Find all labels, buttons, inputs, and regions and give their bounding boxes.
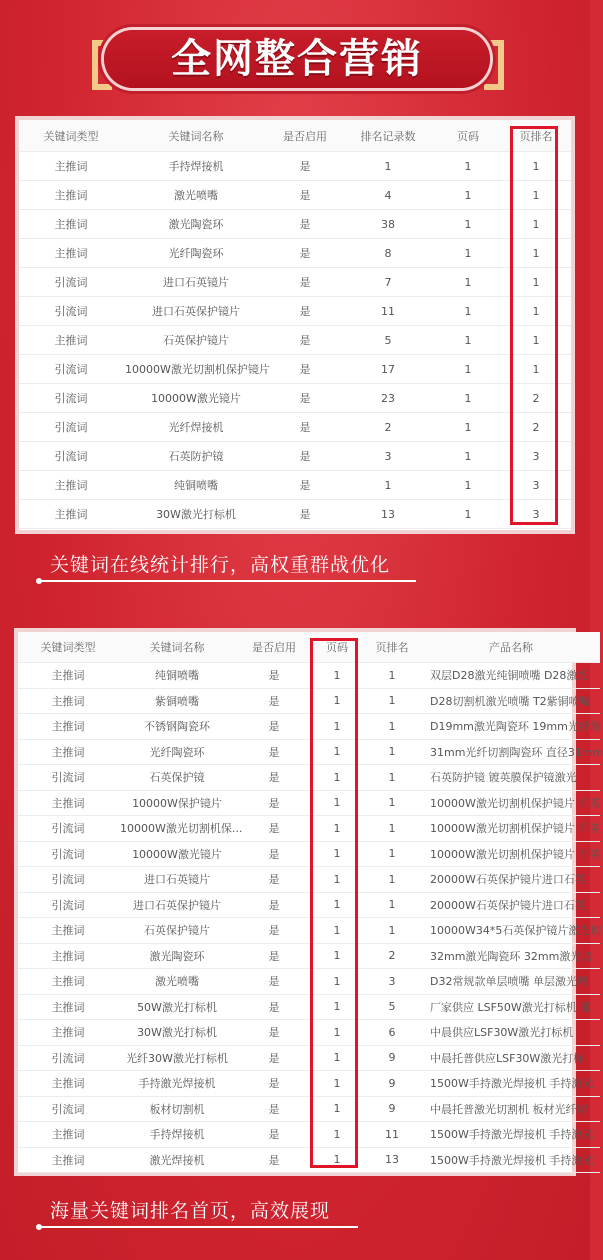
table-cell: 引流词: [18, 816, 118, 842]
table-cell: 5: [341, 326, 435, 355]
table-cell: 1: [312, 1045, 362, 1071]
table-cell: 引流词: [18, 1045, 118, 1071]
table-cell: 引流词: [19, 442, 123, 471]
table-cell: 主推词: [18, 994, 118, 1020]
table-cell: 1: [435, 471, 501, 500]
table-cell: 主推词: [19, 210, 123, 239]
table-cell: 13: [362, 1147, 422, 1173]
table-cell: 2: [501, 384, 571, 413]
table-cell: 1: [312, 841, 362, 867]
table-cell: 纯铜喷嘴: [123, 471, 269, 500]
table-row: [18, 714, 600, 740]
table-cell: 引流词: [19, 268, 123, 297]
table-cell: 纯铜喷嘴: [118, 663, 236, 689]
column-header: 页排名: [501, 120, 571, 152]
column-header: 排名记录数: [341, 120, 435, 152]
table-cell: 1: [312, 663, 362, 689]
table-row: [18, 892, 600, 918]
table-row: [19, 152, 571, 181]
table-cell: 是: [236, 1147, 312, 1173]
table-cell: 1500W手持激光焊接机 手持激光: [422, 1122, 600, 1148]
table-cell: 是: [236, 892, 312, 918]
table-row: [19, 442, 571, 471]
table-row: [18, 918, 600, 944]
table-row: [19, 181, 571, 210]
table-cell: 1: [501, 239, 571, 268]
table-cell: 不锈钢陶瓷环: [118, 714, 236, 740]
table-cell: 1: [362, 765, 422, 791]
table-cell: 是: [269, 471, 341, 500]
table-cell: 是: [269, 384, 341, 413]
slogan-2-underline: [40, 1226, 358, 1228]
table-cell: 光纤30W激光打标机: [118, 1045, 236, 1071]
table-cell: 3: [501, 500, 571, 529]
table-cell: 1: [435, 442, 501, 471]
table-cell: 主推词: [18, 663, 118, 689]
table-row: [18, 816, 600, 842]
table-cell: D28切割机激光喷嘴 T2紫铜喷嘴: [422, 688, 600, 714]
table-cell: 23: [341, 384, 435, 413]
table-cell: 激光喷嘴: [118, 969, 236, 995]
table-cell: 是: [236, 994, 312, 1020]
table-cell: 进口石英镜片: [118, 867, 236, 893]
column-header: 产品名称: [422, 632, 600, 663]
table-row: [18, 790, 600, 816]
table-cell: 32mm激光陶瓷环 32mm激光切: [422, 943, 600, 969]
column-header: 页码: [312, 632, 362, 663]
table-cell: 1: [435, 355, 501, 384]
banner-title: 全网整合营销: [171, 36, 423, 82]
table-cell: 是: [269, 210, 341, 239]
table-cell: 1: [312, 1147, 362, 1173]
table-row: [19, 413, 571, 442]
table-cell: 光纤焊接机: [123, 413, 269, 442]
table-cell: 是: [236, 969, 312, 995]
table-cell: 30W激光打标机: [118, 1020, 236, 1046]
table-cell: 是: [236, 688, 312, 714]
table-row: [19, 210, 571, 239]
table-cell: 13: [341, 500, 435, 529]
table-cell: 主推词: [18, 714, 118, 740]
keyword-product-table: [18, 632, 603, 1173]
table-cell: 3: [362, 969, 422, 995]
table-row: [18, 969, 600, 995]
table-cell: 主推词: [19, 181, 123, 210]
table-cell: 进口石英镜片: [123, 268, 269, 297]
table-cell: 是: [269, 297, 341, 326]
table-cell: 光纤陶瓷环: [118, 739, 236, 765]
table-cell: 主推词: [19, 326, 123, 355]
table-cell: 厂家供应 LSF50W激光打标机 激: [422, 994, 600, 1020]
column-header: 页码: [435, 120, 501, 152]
table-cell: 1: [312, 714, 362, 740]
table-cell: 是: [269, 239, 341, 268]
table-row: [18, 663, 600, 689]
table-cell: 中晨托普激光切割机 板材光纤切: [422, 1096, 600, 1122]
table-cell: 1: [312, 1122, 362, 1148]
table-cell: 10000W34*5石英保护镜片激光切: [422, 918, 600, 944]
table-row: [19, 297, 571, 326]
table-row: [18, 688, 600, 714]
table-row: [18, 1071, 600, 1097]
table-cell: 是: [269, 152, 341, 181]
table-cell: 是: [236, 739, 312, 765]
table-cell: 激光喷嘴: [123, 181, 269, 210]
table-cell: 是: [236, 943, 312, 969]
slogan-2: 海量关键词排名首页，高效展现: [50, 1200, 331, 1222]
table-cell: 1: [312, 867, 362, 893]
table-cell: 1: [312, 1071, 362, 1097]
table-row: [18, 841, 600, 867]
table-cell: 主推词: [18, 1071, 118, 1097]
table-cell: 1: [435, 181, 501, 210]
table-cell: 1: [362, 867, 422, 893]
table-cell: 引流词: [19, 413, 123, 442]
header-banner: [0, 0, 590, 115]
table-cell: 11: [341, 297, 435, 326]
keyword-ranking-table-card: [19, 120, 571, 530]
table-cell: 手持焊接机: [123, 152, 269, 181]
table-cell: 1: [501, 210, 571, 239]
table-cell: 主推词: [18, 739, 118, 765]
table-header-row: [19, 120, 571, 152]
table-cell: 是: [236, 816, 312, 842]
table-cell: 1: [341, 152, 435, 181]
table-cell: 主推词: [18, 790, 118, 816]
column-header: 页排名: [362, 632, 422, 663]
table-row: [18, 943, 600, 969]
table-cell: 10000W激光切割机保...: [118, 816, 236, 842]
table-cell: 7: [341, 268, 435, 297]
table-cell: 1500W手持激光焊接机 手持激光: [422, 1071, 600, 1097]
table-row: [19, 326, 571, 355]
table-cell: 是: [269, 442, 341, 471]
table-cell: 是: [236, 790, 312, 816]
table-cell: 1: [362, 790, 422, 816]
table-cell: 是: [236, 1071, 312, 1097]
table-cell: 是: [236, 663, 312, 689]
table-row: [18, 739, 600, 765]
table-cell: 主推词: [18, 918, 118, 944]
table-cell: 1: [435, 210, 501, 239]
table-cell: 1: [312, 816, 362, 842]
table-cell: 1: [362, 816, 422, 842]
table-header-row: [18, 632, 600, 663]
table-cell: 引流词: [18, 867, 118, 893]
table-cell: 是: [236, 1122, 312, 1148]
table-cell: 1: [312, 1096, 362, 1122]
table-cell: 1: [435, 500, 501, 529]
table-cell: 引流词: [18, 1096, 118, 1122]
table-cell: 是: [269, 413, 341, 442]
table-cell: 3: [501, 442, 571, 471]
table-cell: 1500W手持激光焊接机 手持激光: [422, 1147, 600, 1173]
table-cell: 石英保护镜片: [118, 918, 236, 944]
table-cell: 50W激光打标机: [118, 994, 236, 1020]
table-row: [19, 500, 571, 529]
table-row: [19, 384, 571, 413]
table-cell: 1: [341, 471, 435, 500]
table-cell: 1: [362, 688, 422, 714]
keyword-product-table-card: [18, 632, 603, 1172]
column-header: 是否启用: [269, 120, 341, 152]
table-cell: 1: [312, 688, 362, 714]
table-cell: 主推词: [19, 471, 123, 500]
table-cell: 5: [362, 994, 422, 1020]
table-cell: 光纤陶瓷环: [123, 239, 269, 268]
table-cell: 1: [435, 384, 501, 413]
table-cell: 17: [341, 355, 435, 384]
table-cell: 石英保护镜: [118, 765, 236, 791]
table-cell: 1: [312, 765, 362, 791]
column-header: 关键词类型: [18, 632, 118, 663]
table-cell: 是: [269, 181, 341, 210]
table-cell: 是: [236, 714, 312, 740]
table-row: [18, 1147, 600, 1173]
keyword-ranking-table: [19, 120, 571, 529]
slogan-1: 关键词在线统计排行，高权重群战优化: [50, 554, 391, 576]
table-cell: 是: [236, 1020, 312, 1046]
table-cell: 1: [362, 739, 422, 765]
table-cell: D19mm激光陶瓷环 19mm光纤激: [422, 714, 600, 740]
table-cell: 中晨供应LSF30W激光打标机: [422, 1020, 600, 1046]
table-row: [18, 1045, 600, 1071]
table-cell: 1: [362, 663, 422, 689]
table-cell: 双层D28激光纯铜喷嘴 D28激光: [422, 663, 600, 689]
table-cell: 1: [435, 326, 501, 355]
table-cell: 10000W激光切割机保护镜片 石英: [422, 790, 600, 816]
table-cell: 2: [362, 943, 422, 969]
column-header: 关键词名称: [118, 632, 236, 663]
table-cell: 10000W激光镜片: [118, 841, 236, 867]
table-cell: 1: [312, 994, 362, 1020]
table-cell: 1: [312, 790, 362, 816]
table-cell: 1: [312, 943, 362, 969]
table-cell: 激光焊接机: [118, 1147, 236, 1173]
table-cell: 进口石英保护镜片: [123, 297, 269, 326]
table-cell: 1: [362, 714, 422, 740]
table-cell: 是: [236, 1096, 312, 1122]
table-cell: 1: [362, 841, 422, 867]
table-row: [18, 1096, 600, 1122]
table-cell: 4: [341, 181, 435, 210]
table-cell: 20000W石英保护镜片进口石英: [422, 892, 600, 918]
table-cell: 9: [362, 1071, 422, 1097]
table-cell: 石英保护镜片: [123, 326, 269, 355]
column-header: 关键词名称: [123, 120, 269, 152]
table-row: [18, 1122, 600, 1148]
table-cell: 引流词: [18, 892, 118, 918]
page-rank-column-highlight: [510, 126, 558, 525]
table-cell: 38: [341, 210, 435, 239]
table-cell: 1: [312, 739, 362, 765]
table-cell: 手持激光焊接机: [118, 1071, 236, 1097]
table-cell: 9: [362, 1045, 422, 1071]
table-cell: 3: [501, 471, 571, 500]
table-cell: 是: [236, 1045, 312, 1071]
table-cell: 8: [341, 239, 435, 268]
table-cell: 是: [269, 268, 341, 297]
table-cell: 主推词: [18, 943, 118, 969]
table-cell: 主推词: [18, 969, 118, 995]
table-row: [18, 1020, 600, 1046]
table-cell: 是: [236, 918, 312, 944]
table-cell: 是: [269, 500, 341, 529]
table-row: [19, 268, 571, 297]
table-cell: 1: [312, 1020, 362, 1046]
table-cell: 引流词: [19, 297, 123, 326]
table-cell: 9: [362, 1096, 422, 1122]
slogan-1-underline: [40, 580, 416, 582]
slogan-2-dot: [36, 1224, 42, 1230]
table-cell: 1: [362, 918, 422, 944]
table-cell: 1: [435, 152, 501, 181]
table-cell: 是: [236, 765, 312, 791]
table-cell: 11: [362, 1122, 422, 1148]
table-cell: 板材切割机: [118, 1096, 236, 1122]
table-cell: 主推词: [18, 1147, 118, 1173]
table-cell: 10000W激光切割机保护镜片 石英: [422, 816, 600, 842]
column-header: 是否启用: [236, 632, 312, 663]
table-cell: 1: [312, 892, 362, 918]
table-cell: 是: [269, 355, 341, 384]
table-cell: 引流词: [19, 384, 123, 413]
table-cell: 石英防护镜: [123, 442, 269, 471]
table-cell: 30W激光打标机: [123, 500, 269, 529]
table-cell: 紫铜喷嘴: [118, 688, 236, 714]
table-cell: 1: [435, 297, 501, 326]
table-cell: 是: [236, 841, 312, 867]
table-cell: 10000W保护镜片: [118, 790, 236, 816]
table-cell: 1: [501, 152, 571, 181]
table-row: [18, 867, 600, 893]
table-cell: 主推词: [18, 1122, 118, 1148]
table-row: [19, 239, 571, 268]
table-cell: 1: [501, 181, 571, 210]
table-cell: 1: [435, 413, 501, 442]
table-cell: 1: [362, 892, 422, 918]
table-row: [18, 994, 600, 1020]
table-cell: 是: [269, 326, 341, 355]
table-cell: 31mm光纤切割陶瓷环 直径31mm: [422, 739, 600, 765]
table-cell: 10000W激光镜片: [123, 384, 269, 413]
table-cell: 主推词: [18, 1020, 118, 1046]
table-cell: 1: [501, 355, 571, 384]
table-cell: 引流词: [18, 765, 118, 791]
table-cell: 引流词: [19, 355, 123, 384]
table-cell: 石英防护镜 镀英膜保护镜激光: [422, 765, 600, 791]
table-cell: 1: [312, 969, 362, 995]
table-cell: 1: [501, 268, 571, 297]
table-cell: 引流词: [18, 841, 118, 867]
column-header: 关键词类型: [19, 120, 123, 152]
table-cell: 主推词: [18, 688, 118, 714]
table-row: [19, 471, 571, 500]
table-cell: 1: [501, 326, 571, 355]
table-cell: 主推词: [19, 152, 123, 181]
table-cell: 2: [341, 413, 435, 442]
table-cell: 激光陶瓷环: [123, 210, 269, 239]
table-cell: 1: [312, 918, 362, 944]
table-cell: 进口石英保护镜片: [118, 892, 236, 918]
table-cell: 主推词: [19, 239, 123, 268]
table-cell: 6: [362, 1020, 422, 1046]
table-cell: 1: [501, 297, 571, 326]
page-number-column-highlight: [310, 638, 358, 1168]
table-cell: 1: [435, 239, 501, 268]
table-cell: 手持焊接机: [118, 1122, 236, 1148]
table-cell: 2: [501, 413, 571, 442]
table-cell: 主推词: [19, 500, 123, 529]
table-row: [19, 355, 571, 384]
table-cell: D32常规款单层喷嘴 单层激光喷: [422, 969, 600, 995]
table-cell: 1: [435, 268, 501, 297]
table-cell: 中晨托普供应LSF30W激光打标: [422, 1045, 600, 1071]
table-cell: 10000W激光切割机保护镜片 石英: [422, 841, 600, 867]
table-cell: 激光陶瓷环: [118, 943, 236, 969]
table-cell: 20000W石英保护镜片进口石英: [422, 867, 600, 893]
table-cell: 是: [236, 867, 312, 893]
slogan-1-dot: [36, 578, 42, 584]
table-cell: 10000W激光切割机保护镜片: [123, 355, 269, 384]
table-row: [18, 765, 600, 791]
table-cell: 3: [341, 442, 435, 471]
